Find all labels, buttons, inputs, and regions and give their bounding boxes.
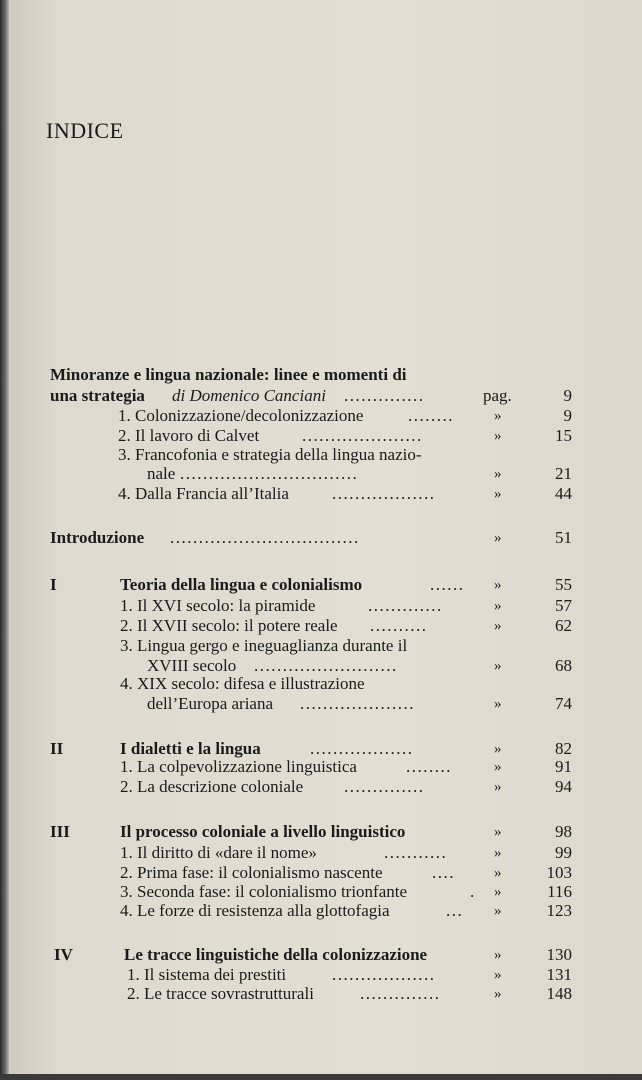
toc-chapter-heading: IV Le tracce linguistiche della colonizzazione » 130 — [54, 945, 572, 964]
toc-preface-heading-line1: Minoranze e lingua nazionale: linee e momenti di — [50, 365, 407, 384]
toc-chapter-heading: II I dialetti e la lingua .................. » 82 — [50, 739, 572, 758]
page-title: INDICE — [46, 118, 124, 143]
toc-item: dell’Europa ariana .................... » 74 — [147, 694, 572, 713]
toc-item: 2. Il XVII secolo: il potere reale .......... » 62 — [120, 616, 572, 635]
toc-preface-heading-line2: una strategia di Domenico Canciani .............. pag. 9 — [50, 386, 572, 405]
toc-item: 4. Dalla Francia all’Italia .................. » 44 — [118, 484, 572, 503]
toc-item: 2. Le tracce sovrastrutturali .............. » 148 — [127, 984, 572, 1003]
toc-item: 4. Le forze di resistenza alla glottofagia ... » 123 — [120, 901, 572, 920]
toc-item: 2. Prima fase: il colonialismo nascente .... » 103 — [120, 863, 572, 882]
toc-item: nale ............................... » 21 — [147, 464, 572, 483]
toc-chapter-heading: III Il processo coloniale a livello linguistico » 98 — [50, 822, 572, 841]
toc-item: 2. La descrizione coloniale .............. » 94 — [120, 777, 572, 796]
toc-item: 3. Francofonia e strategia della lingua nazio- — [118, 445, 422, 464]
toc-item: 4. XIX secolo: difesa e illustrazione — [120, 674, 365, 693]
toc-item: 3. Lingua gergo e ineguaglianza durante il — [120, 636, 408, 655]
toc-item: 1. La colpevolizzazione linguistica ........ » 91 — [120, 757, 572, 776]
toc-item: 2. Il lavoro di Calvet ..................... » 15 — [118, 426, 572, 445]
toc-item: 1. Il XVI secolo: la piramide ............. » 57 — [120, 596, 572, 615]
toc-introduction: Introduzione ................................. » 51 — [50, 528, 572, 547]
toc-item: 1. Il diritto di «dare il nome» ........... » 99 — [120, 843, 572, 862]
toc-item: 1. Il sistema dei prestiti .................. » 131 — [127, 965, 572, 984]
toc-item: 3. Seconda fase: il colonialismo trionfante . » 116 — [120, 882, 572, 901]
page-bottom-edge — [0, 1074, 642, 1080]
toc-item: XVIII secolo ......................... » 68 — [147, 656, 572, 675]
toc-item: 1. Colonizzazione/decolonizzazione ........ » 9 — [118, 406, 572, 425]
toc-chapter-heading: I Teoria della lingua e colonialismo ...... » 55 — [50, 575, 572, 594]
